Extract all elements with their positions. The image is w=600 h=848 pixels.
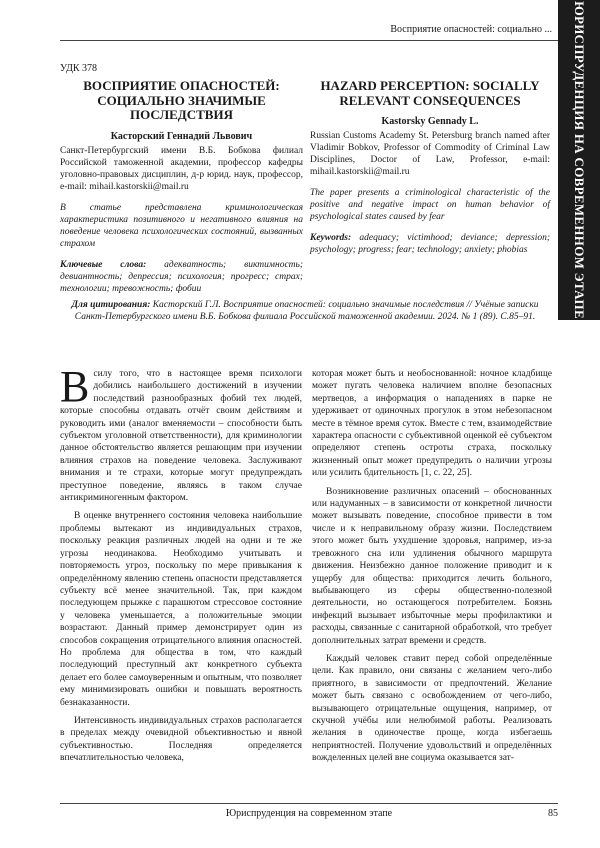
- body-paragraph: Всилу того, что в настоящее время психологи добились наибольшего достижений в изучении последствий разнообразных фобий тех людей, которые способны отдавать отчёт своим действиям и руководить ими (аналог вменяемости – способности быть субъектом уголовной ответственности), для криминологии данное обстоятельство является решающим при изучении влияния страхов на поведение человека. Заслуживают внимания и те страхи, которые могут предупреждать преступное поведение, являясь в таком случае антикриминогенным фактором.: [60, 362, 302, 504]
- english-keywords-list: adequacy; victimhood; deviance; depression; psychology; progress; fear; technology; anxiety; phobias: [310, 233, 550, 255]
- russian-affiliation: Санкт-Петербургский имени В.Б. Бобкова филиал Российской таможенной академии, профессор кафедры уголовно-правовых дисциплин, д-р юрид. наук, профессор, e-mail: mihail.kastorskii@mail.ru: [60, 145, 303, 192]
- russian-keywords: [60, 259, 303, 295]
- english-abstract: The paper presents a criminological characteristic of the positive and negative impact on human behavior of psychological states caused by fear: [310, 188, 550, 222]
- citation-label: Для цитирования:: [71, 300, 151, 310]
- russian-author: Касторский Геннадий Львович: [110, 130, 253, 142]
- english-author: Kastorsky Gennady L.: [381, 116, 479, 127]
- english-title: HAZARD PERCEPTION: SOCIALLY RELEVANT CONSEQUENCES: [320, 78, 540, 108]
- body-paragraph: которая может быть и необоснованной: ночное кладбище может пугать человека наличием вполне безопасных мертвецов, а информация о нападениях в парке не удерживает от одиночных прогулок в этом небезопасном месте в тёмное время суток. Вместе с тем, взаимодействие характера опасности с субъективной оценкой её субъектом определяют степень остроты страха, поскольку жизненный опыт может предупредить о наличии угрозы или усилить бдительность [1, с. 22, 25].: [312, 369, 552, 479]
- journal-name: Юриспруденция на современном этапе: [225, 808, 393, 819]
- section-side-tab: [558, 0, 600, 320]
- body-left-column: [60, 362, 302, 765]
- body-right-column: [312, 368, 552, 765]
- english-keywords: [310, 232, 550, 256]
- russian-abstract: В статье представлена криминологическая характеристика позитивного и негативного влияния на поведение человека психологических состояний, вызванных страхом: [60, 202, 303, 249]
- drop-cap: В: [60, 362, 90, 411]
- citation-block: [60, 299, 550, 323]
- section-label: ЮРИСПРУДЕНЦИЯ НА СОВРЕМЕННОМ ЭТАПЕ: [572, 1, 587, 319]
- body-paragraph: В оценке внутреннего состояния человека наибольшие проблемы вытекают из индивидуальных страхов, поскольку реакция различных людей на одни и те же угрозы неодинакова. Необходимо учитывать и повторяемость угроз, поскольку по мере привыкания к определённому явлению степень опасности представляется субъекту всё менее значительной. Так, при каждом последующем прыжке с парашютом стрессовое состояние у человека уменьшается, а положительные эмоции возрастают. Данный пример демонстрирует один из способов сокращения отрицательного влияния опасностей. Но проблема для общества в том, что каждый последующий преступный акт конкретного субъекта делает его более самоуверенным и опытным, что позволяет ему минимизировать ошибки и повышать вероятность безнаказанности.: [60, 511, 302, 708]
- russian-header-block: [60, 79, 303, 295]
- body-paragraph: Интенсивность индивидуальных страхов располагается в пределах между очевидной объективностью и явной субъективностью. Последняя определяется впечатлительностью человека,: [60, 715, 302, 764]
- page-footer: [60, 803, 558, 822]
- english-keywords-label: Keywords:: [310, 233, 352, 243]
- russian-title: ВОСПРИЯТИЕ ОПАСНОСТЕЙ: СОЦИАЛЬНО ЗНАЧИМЫЕ ПОСЛЕДСТВИЯ: [83, 78, 280, 122]
- running-header: [60, 22, 558, 41]
- udk-code: УДК 378: [60, 63, 98, 74]
- citation-text: Касторский Г.Л. Восприятие опасностей: социально значимые последствия // Учёные записки Санкт-Петербургского имени В.Б. Бобкова филиала Российской таможенной академии. 2024. № 1 (89). С.85–91.: [74, 300, 539, 322]
- russian-keywords-label: Ключевые слова:: [60, 259, 147, 270]
- page-number: 85: [548, 808, 558, 819]
- running-title: Восприятие опасностей: социально ...: [390, 24, 552, 35]
- english-affiliation: Russian Customs Academy St. Petersburg branch named after Vladimir Bobkov, Professor of Commodity of Criminal Law Disciplines, Doctor of Law, Professor, e-mail: mihail.kastorskii@mail.ru: [310, 131, 550, 177]
- body-paragraph: Возникновение различных опасений – обоснованных или надуманных – в зависимости от конкретной личности может вызывать поведение, способное привести в том числе и к неправильному образу жизни. Последствием этого может быть ухудшение здоровья, например, из-за тревожного сна или удлинения обычного маршрута движения. Неизбежно данное положение приводит и к ущербу для общества: приходится лечить больного, выбывающего из сферы общественно-полезной деятельности, но остающегося потребителем. Боязнь инфекций вызывает избыточные меры профилактики и расходы, связанные с санитарной обработкой, что требует дополнительных затрат времени и средств.: [312, 486, 552, 646]
- body-paragraph: Каждый человек ставит перед собой определённые цели. Как правило, они связаны с желанием чего-либо приятного, в зависимости от предпочтений. Желание может быть связано с освобождением от чего-либо, вызывающего отрицательные ощущения, например, от скучной учёбы или нелюбимой работы. Реализовать желания в одиночестве проще, когда избегаешь неприятностей. Получение удовольствий и определённых вожделенных целей вне социума оказывается зат-: [312, 653, 552, 764]
- russian-keywords-list: адекватность; виктимность; девиантность; депрессия; психология; прогресс; страх; технологии; тревожность; фобии: [60, 259, 304, 294]
- english-header-block: [310, 79, 550, 256]
